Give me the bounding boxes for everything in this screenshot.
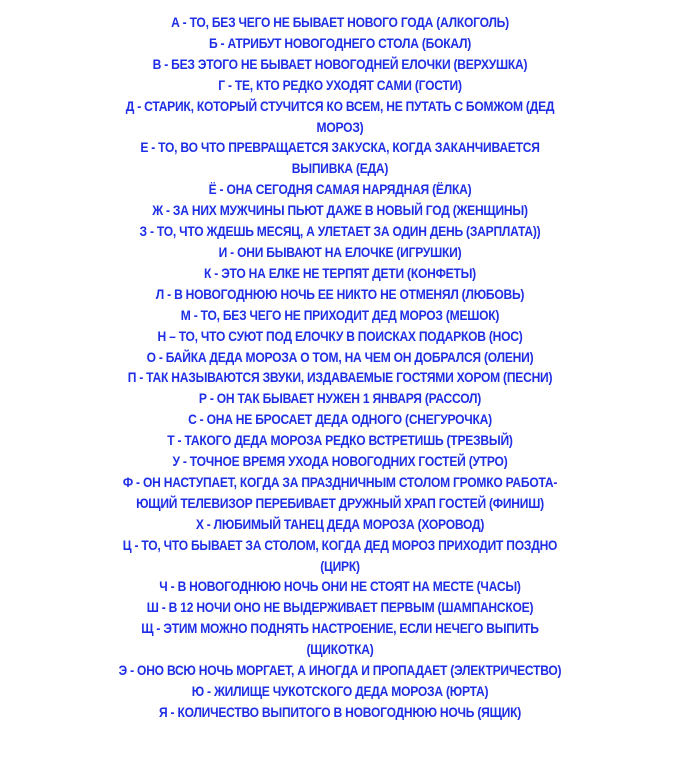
text-line: В - БЕЗ ЭТОГО НЕ БЫВАЕТ НОВОГОДНЕЙ ЕЛОЧКИ (ВЕРХУШКА) xyxy=(152,56,528,72)
text-line: ЮЩИЙ ТЕЛЕВИЗОР ПЕРЕБИВАЕТ ДРУЖНЫЙ ХРАП ГОСТЕЙ (ФИНИШ) xyxy=(136,495,544,511)
text-line: Э - ОНО ВСЮ НОЧЬ МОРГАЕТ, А ИНОГДА И ПРОПАДАЕТ (ЭЛЕКТРИЧЕСТВО) xyxy=(118,663,562,679)
text-line: Ё - ОНА СЕГОДНЯ САМАЯ НАРЯДНАЯ (ЁЛКА) xyxy=(208,182,472,198)
text-line: П - ТАК НАЗЫВАЮТСЯ ЗВУКИ, ИЗДАВАЕМЫЕ ГОСТЯМИ ХОРОМ (ПЕСНИ) xyxy=(127,370,553,386)
text-line: И - ОНИ БЫВАЮТ НА ЕЛОЧКЕ (ИГРУШКИ) xyxy=(218,244,462,260)
alphabet-riddle-list xyxy=(34,13,646,724)
text-line: Ю - ЖИЛИЩЕ ЧУКОТСКОГО ДЕДА МОРОЗА (ЮРТА) xyxy=(191,684,489,699)
text-line: Н – ТО, ЧТО СУЮТ ПОД ЕЛОЧКУ В ПОИСКАХ ПОДАРКОВ (НОС) xyxy=(157,328,523,344)
text-line: Б - АТРИБУТ НОВОГОДНЕГО СТОЛА (БОКАЛ) xyxy=(208,35,472,51)
text-line: Ч - В НОВОГОДНЮЮ НОЧЬ ОНИ НЕ СТОЯТ НА МЕСТЕ (ЧАСЫ) xyxy=(159,579,521,595)
text-line: Щ - ЭТИМ МОЖНО ПОДНЯТЬ НАСТРОЕНИЕ, ЕСЛИ НЕЧЕГО ВЫПИТЬ xyxy=(141,621,539,637)
text-line: Г - ТЕ, КТО РЕДКО УХОДЯТ САМИ (ГОСТИ) xyxy=(218,77,462,93)
text-line: (ЦИРК) xyxy=(320,558,360,574)
text-line: Х - ЛЮБИМЫЙ ТАНЕЦ ДЕДА МОРОЗА (ХОРОВОД) xyxy=(195,516,485,532)
text-line: К - ЭТО НА ЕЛКЕ НЕ ТЕРПЯТ ДЕТИ (КОНФЕТЫ) xyxy=(204,265,476,281)
text-line: (ЩИКОТКА) xyxy=(306,642,374,658)
text-line: У - ТОЧНОЕ ВРЕМЯ УХОДА НОВОГОДНИХ ГОСТЕЙ (УТРО) xyxy=(172,454,508,470)
text-line: Ф - ОН НАСТУПАЕТ, КОГДА ЗА ПРАЗДНИЧНЫМ СТОЛОМ ГРОМКО РАБОТА- xyxy=(122,474,558,490)
text-line: МОРОЗ) xyxy=(316,119,364,135)
text-line: З - ТО, ЧТО ЖДЕШЬ МЕСЯЦ, А УЛЕТАЕТ ЗА ОДИН ДЕНЬ (ЗАРПЛАТА)) xyxy=(139,224,541,240)
text-line: С - ОНА НЕ БРОСАЕТ ДЕДА ОДНОГО (СНЕГУРОЧКА) xyxy=(188,412,492,428)
text-line: Р - ОН ТАК БЫВАЕТ НУЖЕН 1 ЯНВАРЯ (РАССОЛ) xyxy=(198,391,482,407)
text-line: Л - В НОВОГОДНЮЮ НОЧЬ ЕЕ НИКТО НЕ ОТМЕНЯЛ (ЛЮБОВЬ) xyxy=(155,286,525,302)
text-line: Ш - В 12 НОЧИ ОНО НЕ ВЫДЕРЖИВАЕТ ПЕРВЫМ (ШАМПАНСКОЕ) xyxy=(146,600,534,616)
text-line: Я - КОЛИЧЕСТВО ВЫПИТОГО В НОВОГОДНЮЮ НОЧЬ (ЯЩИК) xyxy=(158,704,521,720)
text-line: Е - ТО, ВО ЧТО ПРЕВРАЩАЕТСЯ ЗАКУСКА, КОГДА ЗАКАНЧИВАЕТСЯ xyxy=(140,140,540,156)
text-line: ВЫПИВКА (ЕДА) xyxy=(291,161,389,177)
text-line: А - ТО, БЕЗ ЧЕГО НЕ БЫВАЕТ НОВОГО ГОДА (АЛКОГОЛЬ) xyxy=(171,15,509,30)
text-line: Д - СТАРИК, КОТОРЫЙ СТУЧИТСЯ КО ВСЕМ, НЕ ПУТАТЬ С БОМЖОМ (ДЕД xyxy=(125,98,555,114)
text-line: Ж - ЗА НИХ МУЖЧИНЫ ПЬЮТ ДАЖЕ В НОВЫЙ ГОД (ЖЕНЩИНЫ) xyxy=(152,203,528,219)
text-line: Ц - ТО, ЧТО БЫВАЕТ ЗА СТОЛОМ, КОГДА ДЕД МОРОЗ ПРИХОДИТ ПОЗДНО xyxy=(122,537,558,553)
text-line: О - БАЙКА ДЕДА МОРОЗА О ТОМ, НА ЧЕМ ОН ДОБРАЛСЯ (ОЛЕНИ) xyxy=(146,349,534,365)
text-line: М - ТО, БЕЗ ЧЕГО НЕ ПРИХОДИТ ДЕД МОРОЗ (МЕШОК) xyxy=(180,307,500,323)
text-line: Т - ТАКОГО ДЕДА МОРОЗА РЕДКО ВСТРЕТИШЬ (ТРЕЗВЫЙ) xyxy=(167,433,513,449)
